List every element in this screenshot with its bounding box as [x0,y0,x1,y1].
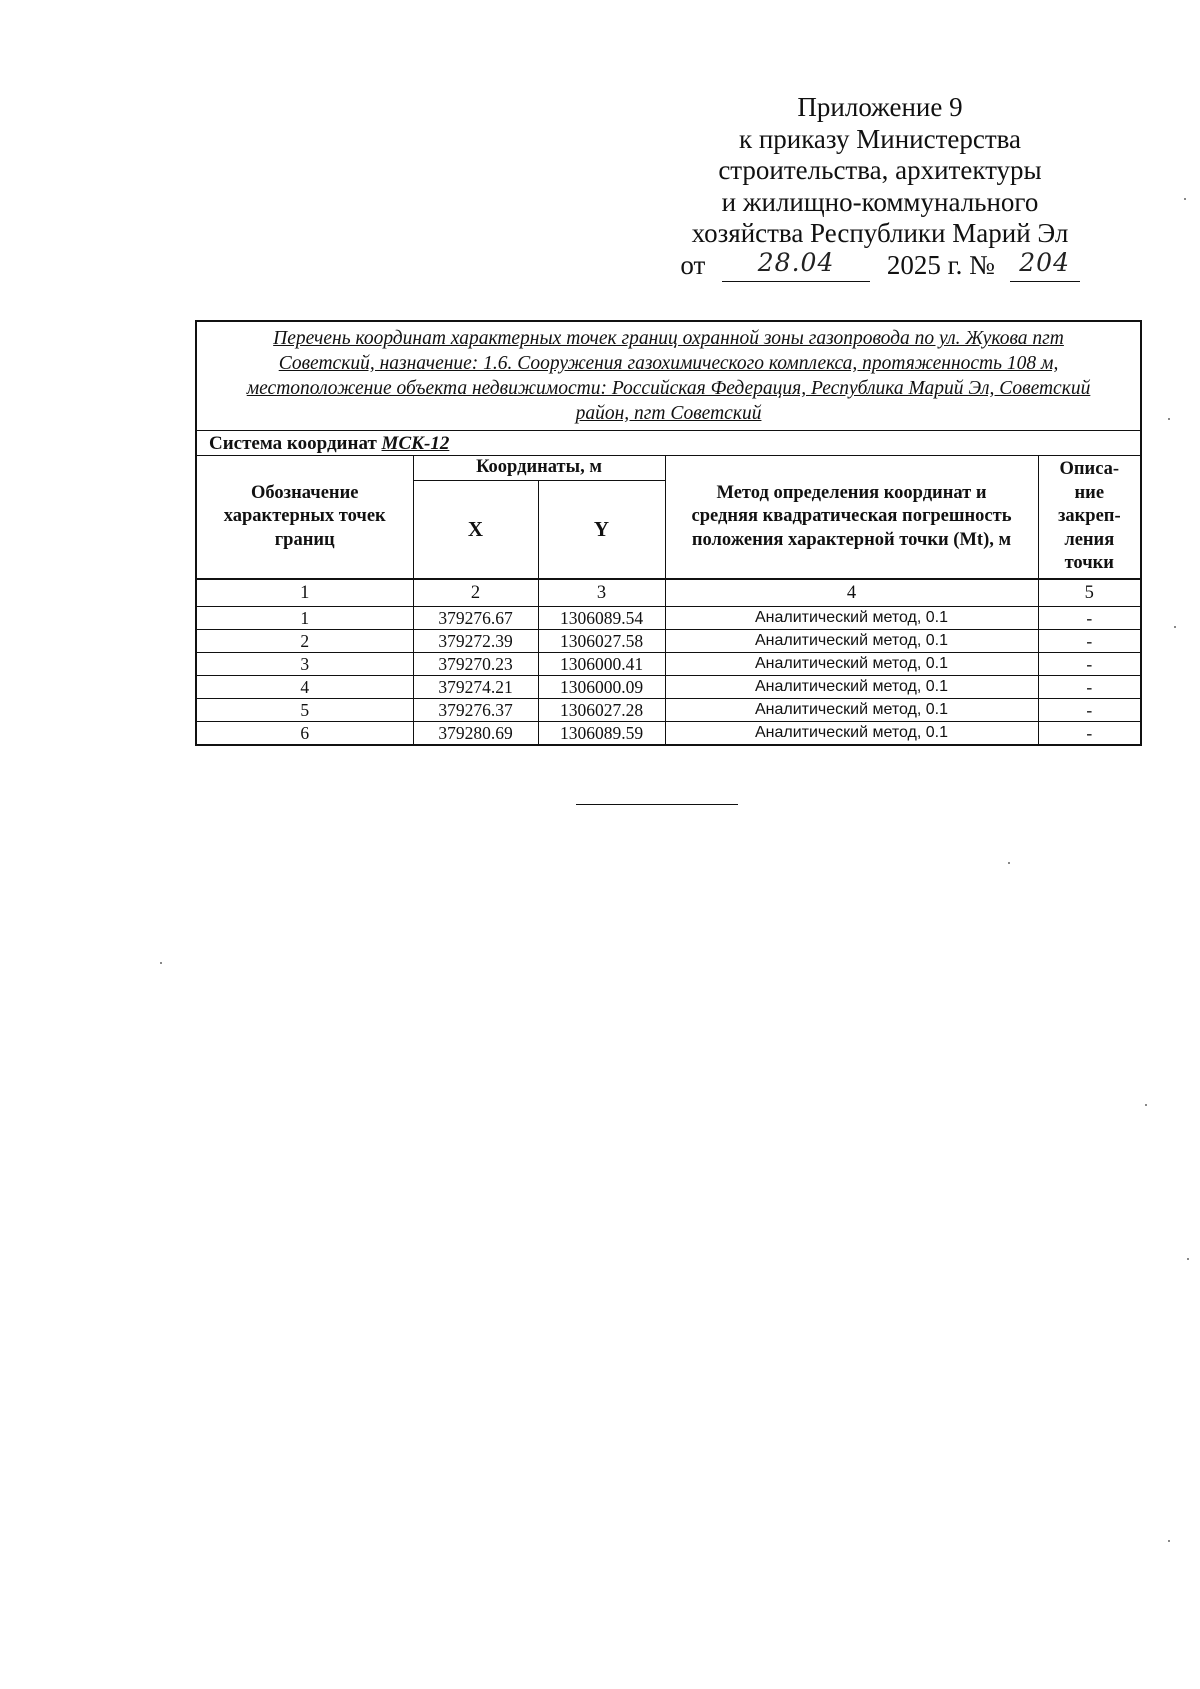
table-row [196,699,1141,722]
date-prefix: от [680,249,706,280]
cell-point: 3 [196,653,413,676]
column-numbers-row [196,579,1141,607]
cell-description: - [1038,630,1141,653]
caption-row [196,321,1141,431]
cell-point: 6 [196,722,413,746]
header-row-1 [196,456,1141,481]
order-number-field [1010,247,1080,283]
header-point: Обозначение характерных точек границ [196,456,413,580]
coordinates-table [195,320,1142,746]
scan-speck [1174,626,1176,628]
cell-x: 379276.67 [413,607,538,630]
scan-speck [1168,418,1170,420]
cell-x: 379270.23 [413,653,538,676]
cell-point: 1 [196,607,413,630]
order-line-1: к приказу Министерства [738,123,1022,154]
table-row [196,722,1141,746]
cell-y: 1306000.09 [538,676,665,699]
cell-x: 379280.69 [413,722,538,746]
column-number: 2 [413,579,538,607]
header-coordinates: Координаты, м [413,456,665,481]
appendix-title: Приложение 9 [797,92,963,122]
cell-method: Аналитический метод, 0.1 [665,699,1038,722]
order-line-2: строительства, архитектуры [718,155,1042,185]
cell-method: Аналитический метод, 0.1 [665,607,1038,630]
cell-y: 1306089.59 [538,722,665,746]
cell-x: 379276.37 [413,699,538,722]
scan-speck [1168,1540,1170,1542]
cell-point: 4 [196,676,413,699]
cell-point: 5 [196,699,413,722]
table-row [196,653,1141,676]
order-date-line [640,247,1120,283]
header-x: X [413,481,538,580]
table-row [196,630,1141,653]
column-number: 1 [196,579,413,607]
handwritten-order-number: 204 [1019,247,1070,277]
header-method: Метод определения координат и средняя квадратическая погрешность положения характерной точки (Mt), м [665,456,1038,580]
cell-x: 379274.21 [413,676,538,699]
column-number: 5 [1038,579,1141,607]
cell-method: Аналитический метод, 0.1 [665,630,1038,653]
cell-y: 1306027.58 [538,630,665,653]
order-line-3: и жилищно-коммунального [721,186,1039,217]
cell-description: - [1038,607,1141,630]
cell-point: 2 [196,630,413,653]
scan-speck [1184,198,1186,200]
coordinate-system-value: МСК-12 [381,433,450,454]
cell-x: 379272.39 [413,630,538,653]
cell-y: 1306027.28 [538,699,665,722]
column-number: 3 [538,579,665,607]
order-line-4: хозяйства Республики Марий Эл [691,218,1069,248]
scan-speck [160,962,162,964]
scan-speck [1145,1104,1147,1106]
column-number: 4 [665,579,1038,607]
appendix-header [640,92,1120,282]
scan-speck [1187,1258,1189,1260]
cell-y: 1306089.54 [538,607,665,630]
cell-method: Аналитический метод, 0.1 [665,722,1038,746]
cell-description: - [1038,653,1141,676]
cell-description: - [1038,676,1141,699]
handwritten-date: 28.04 [757,247,835,277]
table-caption: Перечень координат характерных точек границ охранной зоны газопровода по ул. Жукова пгт Советский, назначение: 1.6. Сооружения газохимического комплекса, протяженность 108 м, местоположение объекта недвижимости: Российская Федерация, Республика Марий Эл, Советский район, пгт Советский [196,321,1141,431]
header-y: Y [538,481,665,580]
coordinate-system [196,431,1141,456]
year-text: 2025 г. № [886,249,995,280]
cell-description: - [1038,699,1141,722]
cell-description: - [1038,722,1141,746]
cell-y: 1306000.41 [538,653,665,676]
table-row [196,607,1141,630]
cell-method: Аналитический метод, 0.1 [665,676,1038,699]
end-divider [576,804,738,805]
table-row [196,676,1141,699]
header-description: Описа- ние закреп- ления точки [1038,456,1141,580]
cell-method: Аналитический метод, 0.1 [665,653,1038,676]
date-field [722,247,870,283]
coordinate-system-row [196,431,1141,456]
coordinate-system-label: Система координат [209,433,377,454]
scan-speck [1008,862,1010,864]
